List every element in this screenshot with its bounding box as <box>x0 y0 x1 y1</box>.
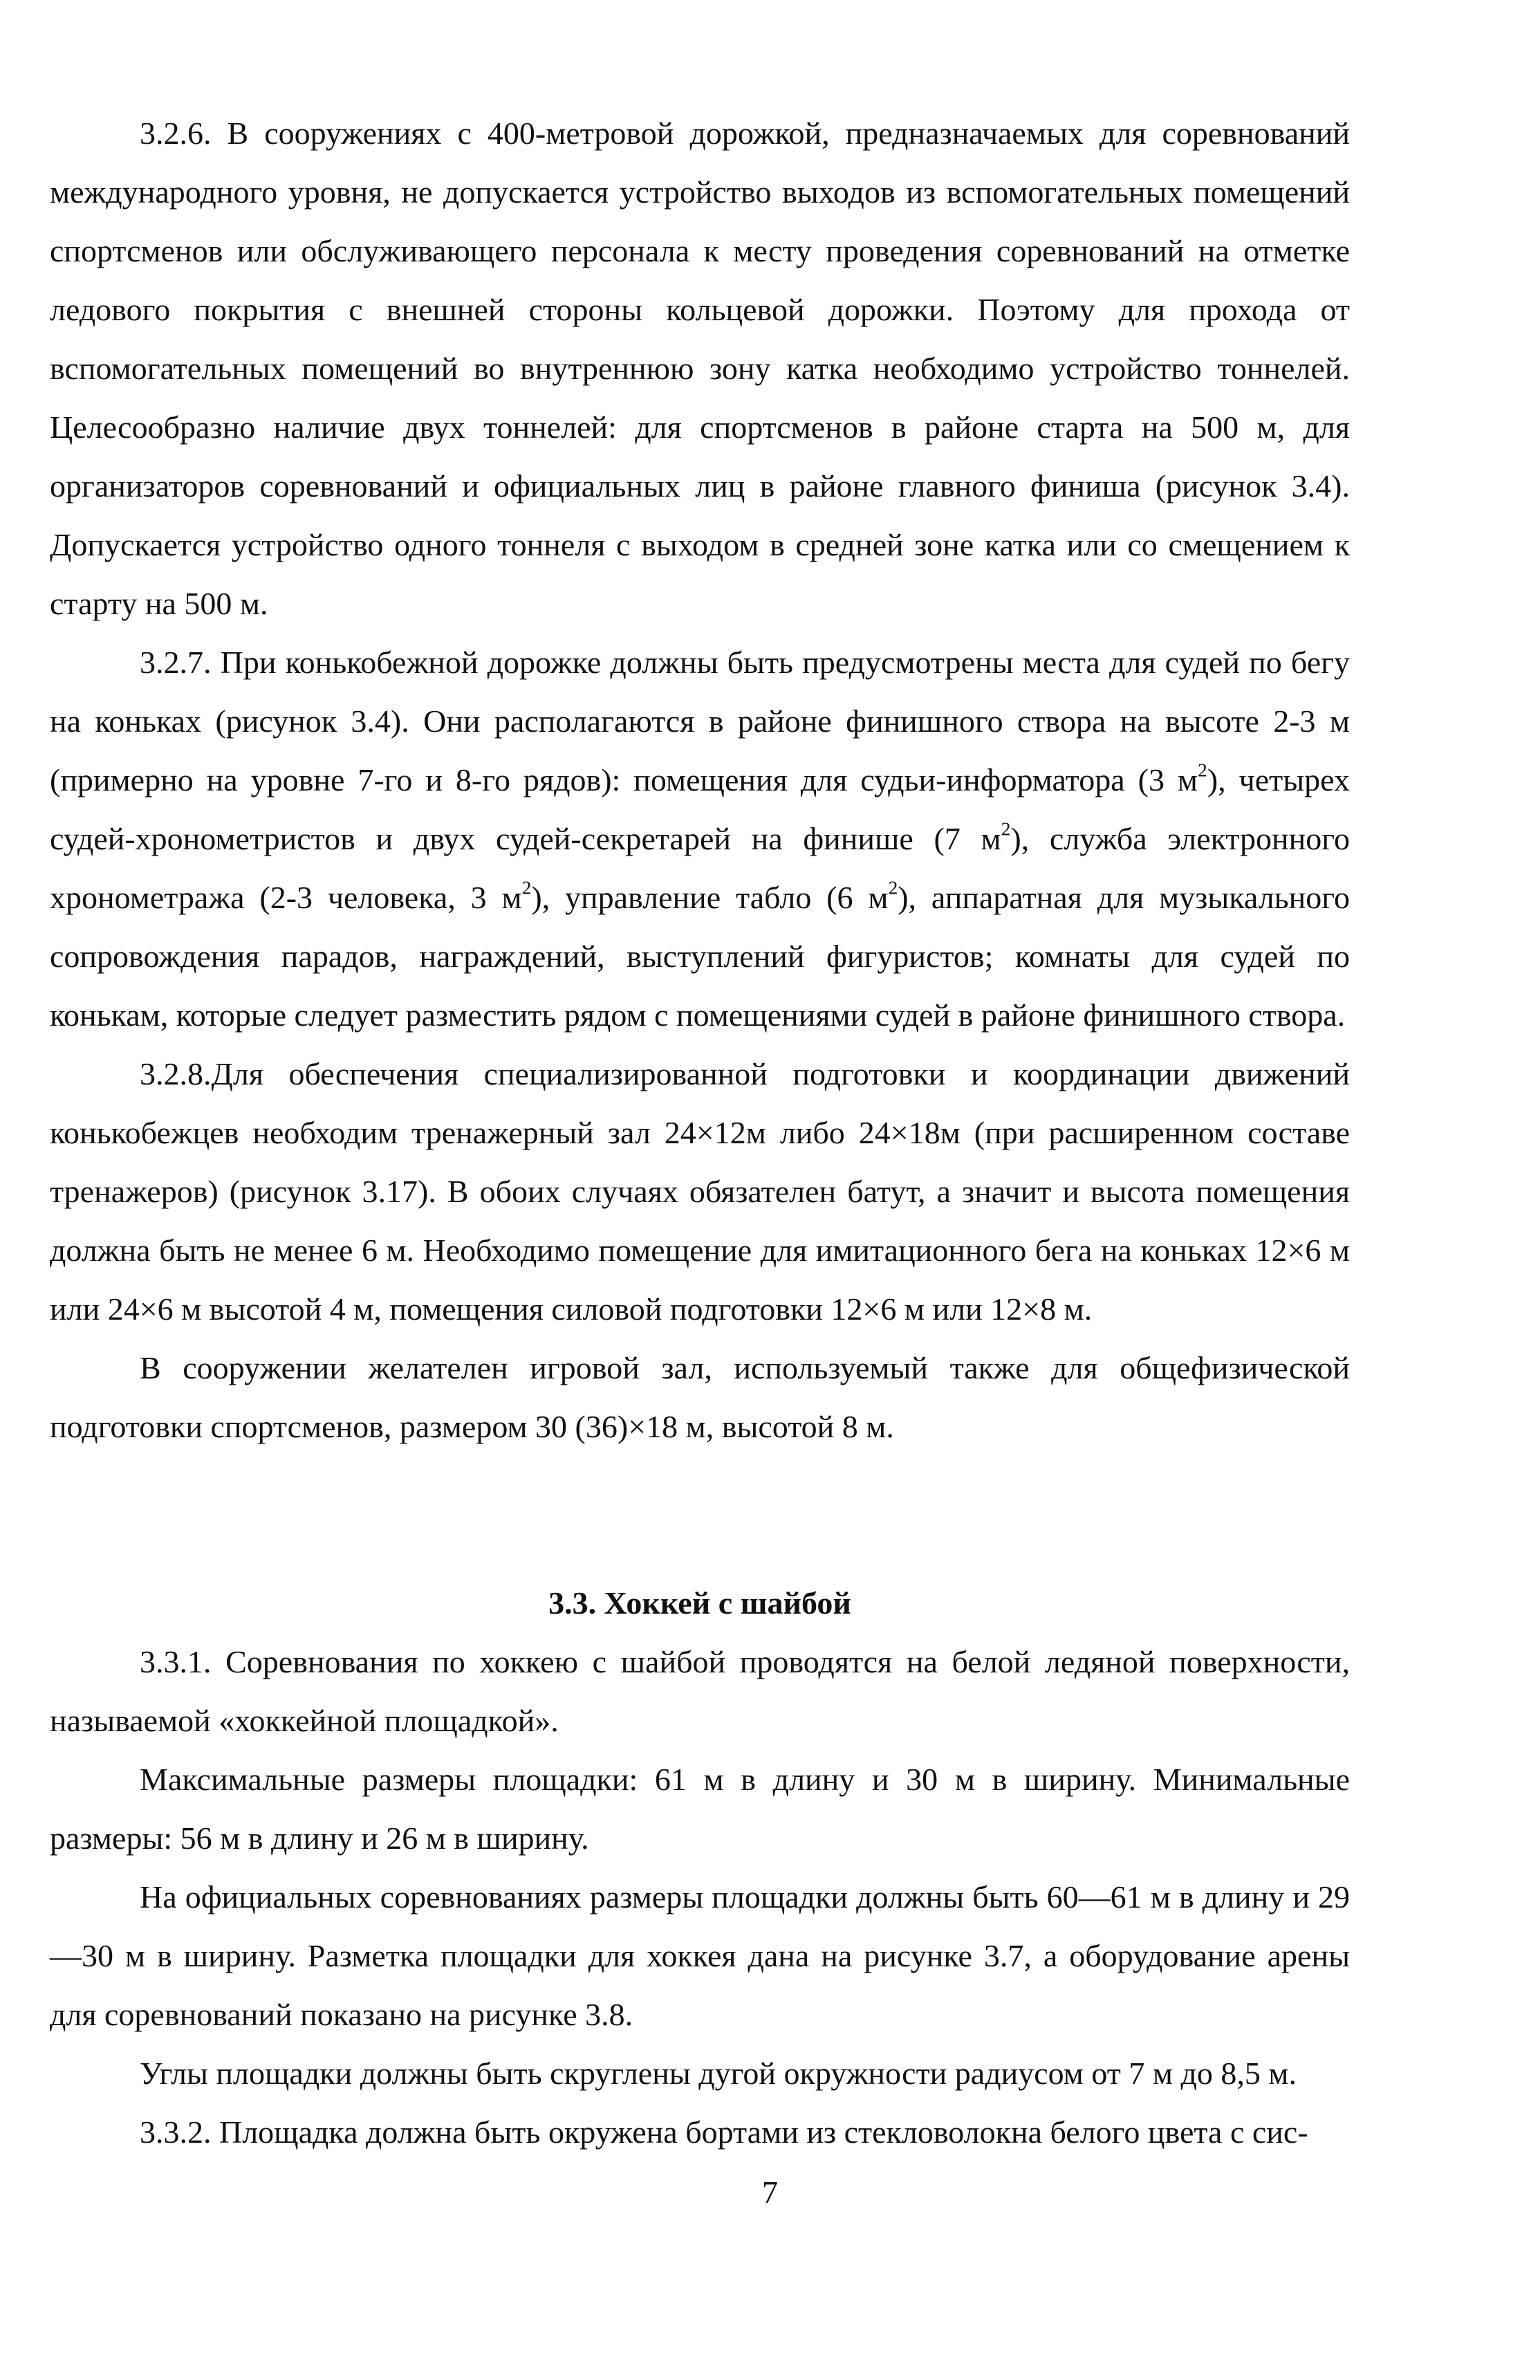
paragraph-official-size: На официальных соревнованиях размеры площадки должны быть 60—61 м в длину и 29—30 м в ширину. Разметка площадки для хоккея дана на рисунке 3.7, а оборудование арены для соревнований показано на рисунке 3.8. <box>50 1879 1350 2032</box>
paragraph-3-2-8: 3.2.8.Для обеспечения специализированной подготовки и координации движений конькобежцев необходим тренажерный зал 24×12м либо 24×18м (при расширенном составе тренажеров) (рисунок 3.17). В обоих случаях обязателен батут, а значит и высота помещения должна быть не менее 6 м. Необходимо помещение для имитационного бега на коньках 12×6 м или 24×6 м высотой 4 м, помещения силовой подготовки 12×6 м или 12×8 м. <box>50 1056 1350 1327</box>
paragraph-corners: Углы площадки должны быть скруглены дугой окружности радиусом от 7 м до 8,5 м. <box>140 2056 1297 2091</box>
paragraph-3-3-2: 3.3.2. Площадка должна быть окружена бортами из стекловолокна белого цвета с сис- <box>140 2114 1308 2150</box>
paragraph-3-2-6: 3.2.6. В сооружениях с 400-метровой дорожкой, предназначаемых для соревнований международного уровня, не допускается устройство выходов из вспомогательных помещений спортсменов или обслуживающего персонала к месту проведения соревнований на отметке ледового покрытия с внешней стороны кольцевой дорожки. Поэтому для прохода от вспомогательных помещений во внутреннюю зону катка необходимо устройство тоннелей. Целесообразно наличие двух тоннелей: для спортсменов в районе старта на 500 м, для организаторов соревнований и официальных лиц в районе главного финиша (рисунок 3.4). Допускается устройство одного тоннеля с выходом в средней зоне катка или со смещением к старту на 500 м. <box>50 116 1350 621</box>
paragraph-game-hall: В сооружении желателен игровой зал, используемый также для общефизической подготовки спортсменов, размером 30 (36)×18 м, высотой 8 м. <box>50 1350 1350 1444</box>
page-number: 7 <box>762 2175 778 2210</box>
body-text <box>50 104 1350 2161</box>
paragraph-3-3-1: 3.3.1. Соревнования по хоккею с шайбой проводятся на белой ледяной поверхности, называемой «хоккейной площадкой». <box>50 1644 1350 1738</box>
paragraph-max-size: Максимальные размеры площадки: 61 м в длину и 30 м в ширину. Минимальные размеры: 56 м в длину и 26 м в ширину. <box>50 1762 1350 1856</box>
paragraph-3-2-7: 3.2.7. При конькобежной дорожке должны быть предусмотрены места для судей по бегу на коньках (рисунок 3.4). Они располагаются в районе финишного створа на высоте 2-3 м (примерно на уровне 7-го и 8-го рядов): помещения для судьи-информатора (3 $м^2$), четырех судей-хронометристов и двух судей-секретарей на финише (7 $м^2$), служба электронного хронометража (2-3 человека, 3 $м^2$), управление табло (6 $м^2$), аппаратная для музыкального сопровождения парадов, награждений, выступлений фигуристов; комнаты для судей по конькам, которые следует разместить рядом с помещениями судей в районе финишного створа. <box>50 645 1350 1033</box>
section-heading: 3.3. Хоккей с шайбой <box>548 1585 851 1621</box>
